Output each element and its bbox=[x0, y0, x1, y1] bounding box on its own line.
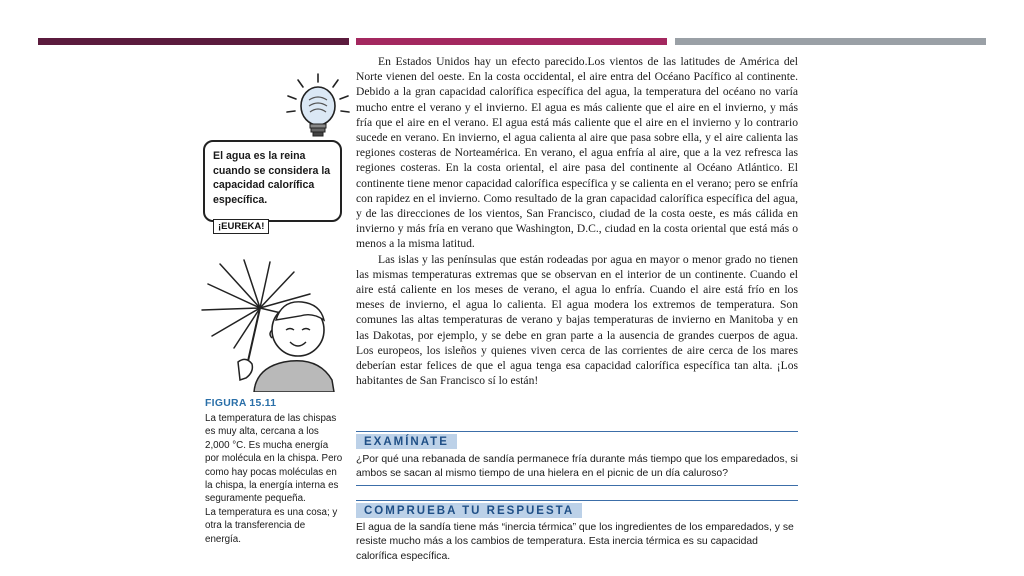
header-bar-magenta bbox=[356, 38, 667, 45]
callout-text: El agua es la reina cuando se considera la capacidad calorífica específica. bbox=[213, 150, 331, 206]
figure-caption-line-2: La temperatura es una cosa; y otra la transferencia de energía. bbox=[205, 506, 338, 545]
header-bar-gray bbox=[675, 38, 986, 45]
eureka-badge: ¡EUREKA! bbox=[213, 219, 269, 234]
sparkler-illustration bbox=[198, 258, 338, 392]
header-bar-dark bbox=[38, 38, 349, 45]
examinate-question: ¿Por qué una rebanada de sandía permanece fría durante más tiempo que los emparedados, si ambos se sacan al mismo tiempo de una hielera en el picnic de un día caluroso? bbox=[356, 454, 798, 480]
examinate-heading: EXAMÍNATE bbox=[356, 434, 457, 449]
main-paragraph-2: Las islas y las penínsulas que están rodeadas por agua en mayor o menor grado no tienen las mismas temperaturas extremas que se observan en el interior de un continente. Cuando el aire está caliente en los meses de verano, el agua lo enfría. Cuando el aire está frío en los meses de invierno, el agua lo calienta. El agua modera los extremos de temperatura. Son comunes las altas temperaturas de verano y bajas temperaturas de invierno en Manitoba y en las Dakotas, por ejemplo, y se debe en gran parte a la ausencia de grandes cuerpos de agua. Los europeos, los isleños y quienes viven cerca de las corrientes de aire cerca de los mares deberían estar felices de que el agua tenga esa capacidad calorífica específica tan alta. ¡Los habitantes de San Francisco sí lo están! bbox=[356, 252, 798, 388]
main-paragraph-1: En Estados Unidos hay un efecto parecido.Los vientos de las latitudes de América del Norte vienen del oeste. En la costa occidental, el aire entra del Océano Pacífico al continente. Debido a la gran capacidad calorífica específica del agua, la temperatura del océano no varía mucho entre el verano y el invierno. El agua es más caliente que el aire en el invierno, y más fría que el aire en el verano. El agua está más caliente que el aire en el invierno y lo contrario sucede en verano. En invierno, el agua calienta al aire que pasa sobre ella, y el aire calienta las regiones costeras de Norteamérica. En verano, el agua enfría al aire, que a la vez refresca las regiones costeras. En la costa oriental, el aire pasa del continente al Océano Atlántico. El continente tiene menor capacidad calorífica específica y se calienta en el verano; pero se enfría con rapidez en el invierno. Como resultado de la gran capacidad calorífica específica del agua, y de las direcciones de los vientos, San Francisco, ciudad de la costa oeste, es más cálida en invierno y más fría en verano que Washington, D.C., ciudad en la costa oriental que está más o menos a la misma latitud. bbox=[356, 55, 798, 251]
comprueba-answer: El agua de la sandía tiene más “inercia térmica” que los ingredientes de los emparedados, y se resiste mucho más a los cambios de temperatura. Esta inercia térmica es su capacidad calorífica específica. bbox=[356, 522, 794, 562]
figure-caption bbox=[205, 412, 343, 546]
lightbulb-icon bbox=[280, 70, 356, 146]
main-text bbox=[356, 54, 798, 388]
comprueba-heading: COMPRUEBA TU RESPUESTA bbox=[356, 503, 582, 518]
examinate-divider bbox=[356, 485, 798, 486]
examinate-header bbox=[356, 431, 798, 450]
eureka-callout bbox=[203, 140, 342, 222]
figure-title: FIGURA 15.11 bbox=[205, 398, 277, 409]
comprueba-header bbox=[356, 500, 798, 519]
figure-caption-line-1: La temperatura de las chispas es muy alta, cercana a los 2,000 °C. Es mucha energía por molécula en la chispa. Pero como hay pocas moléculas en la chispa, la energía interna es seguramente pequeña. bbox=[205, 413, 343, 505]
